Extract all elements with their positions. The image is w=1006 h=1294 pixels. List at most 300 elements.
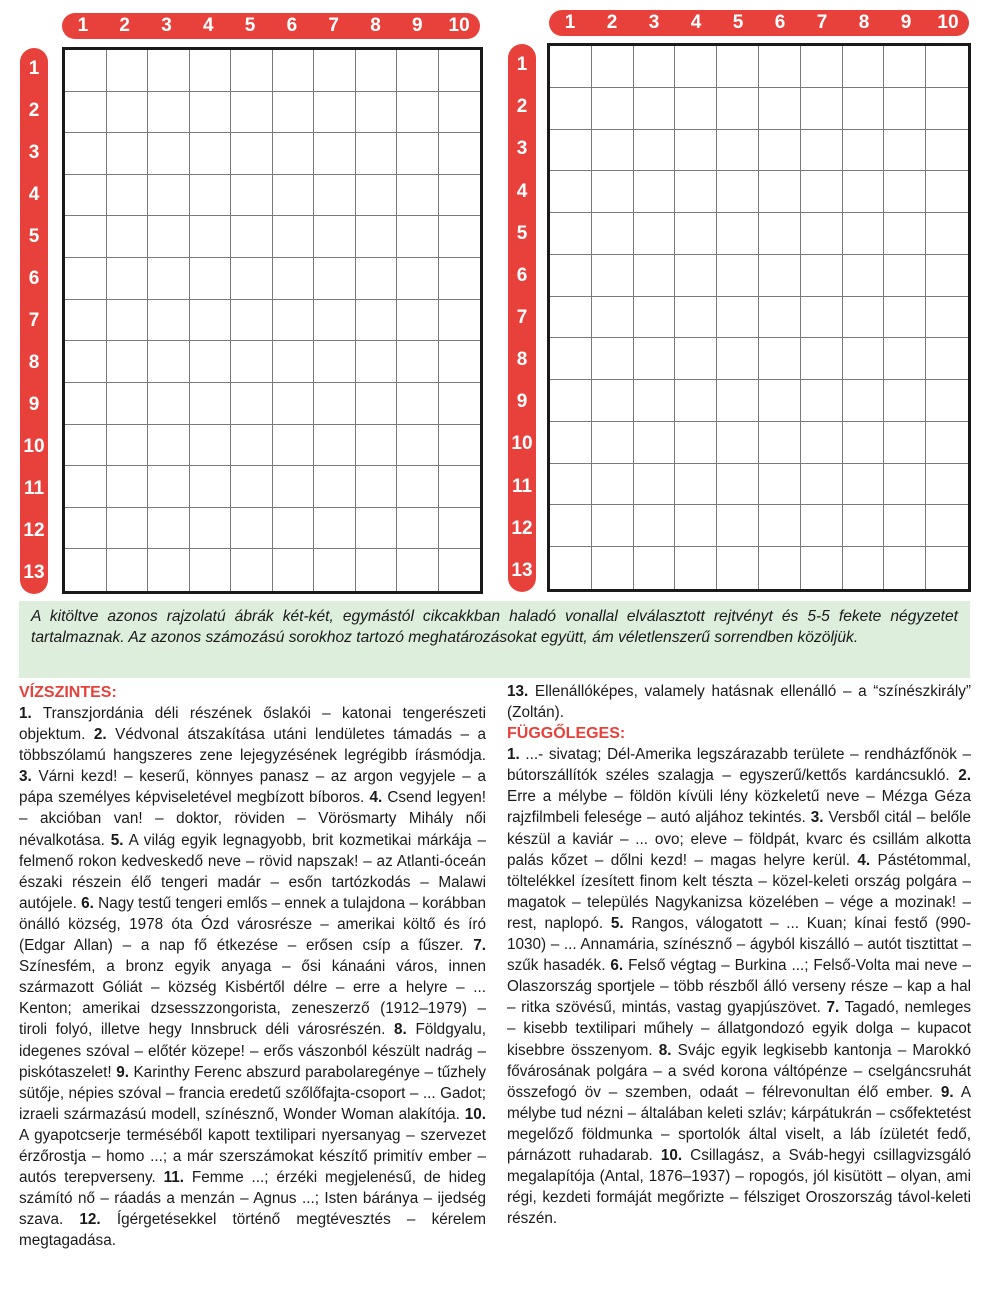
clue-text: Színesfém, a bronz egyik anyaga – ősi kánaáni város, innen származott Góliát – község Kisbértől délre – erre a helyre – ... Kenton; amerikai dzsesszzongorista, zeneszerző (1912–1979) – tiroli folyó, illetve hegy Innsbruck déli városrészén. xyxy=(19,958,486,1039)
grid-cell[interactable] xyxy=(843,88,885,130)
across-clues xyxy=(19,703,486,1251)
grid-cell[interactable] xyxy=(759,505,801,547)
grid-cell[interactable] xyxy=(675,338,717,380)
grid-cell[interactable] xyxy=(634,255,676,297)
grid-cell[interactable] xyxy=(843,213,885,255)
grid-cell[interactable] xyxy=(675,380,717,422)
grid-cell[interactable] xyxy=(675,255,717,297)
grid-cell[interactable] xyxy=(884,88,926,130)
grid-cell[interactable] xyxy=(190,133,232,175)
grid-cell[interactable] xyxy=(439,425,481,467)
grid-cell[interactable] xyxy=(314,508,356,550)
column-number: 7 xyxy=(816,12,828,33)
grid-cell[interactable] xyxy=(843,171,885,213)
grid-cell[interactable] xyxy=(592,171,634,213)
grid-cell[interactable] xyxy=(190,258,232,300)
grid-cell[interactable] xyxy=(801,380,843,422)
grid-cell[interactable] xyxy=(397,300,439,342)
grid-cell[interactable] xyxy=(356,341,398,383)
clue-number: 8. xyxy=(394,1021,407,1039)
clue-text: Transzjordánia déli részének őslakói – katonai tengerészeti objektum. xyxy=(19,705,486,744)
grid-cell[interactable] xyxy=(231,216,273,258)
grid-cell[interactable] xyxy=(759,255,801,297)
grid-cell[interactable] xyxy=(148,549,190,591)
grid-cell[interactable] xyxy=(231,383,273,425)
grid-cell[interactable] xyxy=(801,255,843,297)
grid-cell[interactable] xyxy=(801,171,843,213)
grid-cell[interactable] xyxy=(550,46,592,88)
grid-cell[interactable] xyxy=(843,547,885,589)
grid-cell[interactable] xyxy=(148,216,190,258)
column-number: 5 xyxy=(732,12,744,33)
grid-cell[interactable] xyxy=(314,425,356,467)
row-number: 7 xyxy=(28,310,40,331)
grid-cell[interactable] xyxy=(65,216,107,258)
grid-cell[interactable] xyxy=(884,171,926,213)
grid-cell[interactable] xyxy=(231,508,273,550)
grid-cell[interactable] xyxy=(550,171,592,213)
grid-cell[interactable] xyxy=(190,50,232,92)
grid-cell[interactable] xyxy=(926,297,968,339)
grid-cell[interactable] xyxy=(926,422,968,464)
grid-cell[interactable] xyxy=(759,46,801,88)
grid-cell[interactable] xyxy=(107,216,149,258)
right-puzzle-grid[interactable] xyxy=(547,43,971,592)
grid-cell[interactable] xyxy=(273,258,315,300)
grid-cell[interactable] xyxy=(592,464,634,506)
grid-cell[interactable] xyxy=(926,46,968,88)
grid-cell[interactable] xyxy=(190,175,232,217)
grid-cell[interactable] xyxy=(314,341,356,383)
clue-text: ...- sivatag; Dél-Amerika legszárazabb területe – rendházfőnök – bútorszállítók széles szalagja – egyszerű/kettős kardáncsukló. xyxy=(507,746,972,785)
grid-cell[interactable] xyxy=(801,46,843,88)
grid-cell[interactable] xyxy=(801,88,843,130)
grid-cell[interactable] xyxy=(634,464,676,506)
grid-cell[interactable] xyxy=(356,175,398,217)
grid-cell[interactable] xyxy=(439,341,481,383)
grid-cell[interactable] xyxy=(926,505,968,547)
grid-cell[interactable] xyxy=(801,130,843,172)
grid-cell[interactable] xyxy=(65,341,107,383)
grid-cell[interactable] xyxy=(759,464,801,506)
grid-cell[interactable] xyxy=(273,466,315,508)
grid-cell[interactable] xyxy=(592,255,634,297)
grid-cell[interactable] xyxy=(439,300,481,342)
grid-cell[interactable] xyxy=(397,549,439,591)
grid-cell[interactable] xyxy=(65,175,107,217)
grid-cell[interactable] xyxy=(592,297,634,339)
grid-cell[interactable] xyxy=(592,422,634,464)
grid-cell[interactable] xyxy=(634,297,676,339)
grid-cell[interactable] xyxy=(439,50,481,92)
grid-cell[interactable] xyxy=(675,422,717,464)
grid-cell[interactable] xyxy=(759,130,801,172)
grid-cell[interactable] xyxy=(675,171,717,213)
grid-cell[interactable] xyxy=(926,130,968,172)
grid-cell[interactable] xyxy=(273,50,315,92)
grid-cell[interactable] xyxy=(148,508,190,550)
grid-cell[interactable] xyxy=(148,466,190,508)
grid-cell[interactable] xyxy=(675,46,717,88)
grid-cell[interactable] xyxy=(190,425,232,467)
grid-cell[interactable] xyxy=(314,383,356,425)
grid-cell[interactable] xyxy=(439,175,481,217)
grid-cell[interactable] xyxy=(273,133,315,175)
grid-cell[interactable] xyxy=(231,175,273,217)
clue-number: 1. xyxy=(19,705,32,722)
clue-text: Svájc egyik legkisebb kantonja – Marokkó fővárosának polgára – a svéd korona váltópénze – cselgáncsruhát összefogó öv – szemben, odaát – félrevonultan élő ember. xyxy=(507,1041,972,1101)
grid-cell[interactable] xyxy=(759,171,801,213)
grid-cell[interactable] xyxy=(592,46,634,88)
grid-cell[interactable] xyxy=(65,425,107,467)
grid-cell[interactable] xyxy=(439,92,481,134)
grid-cell[interactable] xyxy=(190,300,232,342)
row-number: 9 xyxy=(516,391,528,413)
grid-cell[interactable] xyxy=(107,341,149,383)
grid-cell[interactable] xyxy=(550,88,592,130)
grid-cell[interactable] xyxy=(273,383,315,425)
grid-cell[interactable] xyxy=(439,216,481,258)
grid-cell[interactable] xyxy=(926,464,968,506)
grid-cell[interactable] xyxy=(148,175,190,217)
grid-cell[interactable] xyxy=(148,341,190,383)
grid-cell[interactable] xyxy=(926,255,968,297)
grid-cell[interactable] xyxy=(634,130,676,172)
row-number: 12 xyxy=(511,517,533,539)
grid-cell[interactable] xyxy=(717,297,759,339)
grid-cell[interactable] xyxy=(356,50,398,92)
grid-cell[interactable] xyxy=(717,171,759,213)
grid-cell[interactable] xyxy=(843,130,885,172)
grid-cell[interactable] xyxy=(717,547,759,589)
grid-cell[interactable] xyxy=(550,297,592,339)
grid-cell[interactable] xyxy=(190,508,232,550)
grid-cell[interactable] xyxy=(314,175,356,217)
grid-cell[interactable] xyxy=(843,505,885,547)
grid-cell[interactable] xyxy=(148,383,190,425)
clue-text: Védvonal átszakítása utáni lendületes támadás – a többszólamú hangszeres zene lejegyzésének legrégibb írásmódja. xyxy=(19,726,487,765)
grid-cell[interactable] xyxy=(439,133,481,175)
grid-cell[interactable] xyxy=(273,425,315,467)
grid-cell[interactable] xyxy=(843,380,885,422)
grid-cell[interactable] xyxy=(884,213,926,255)
grid-cell[interactable] xyxy=(550,505,592,547)
grid-cell[interactable] xyxy=(801,464,843,506)
grid-cell[interactable] xyxy=(439,466,481,508)
grid-cell[interactable] xyxy=(397,50,439,92)
grid-cell[interactable] xyxy=(148,300,190,342)
grid-cell[interactable] xyxy=(675,297,717,339)
grid-cell[interactable] xyxy=(65,508,107,550)
grid-cell[interactable] xyxy=(397,383,439,425)
grid-cell[interactable] xyxy=(550,464,592,506)
grid-cell[interactable] xyxy=(634,88,676,130)
grid-cell[interactable] xyxy=(675,130,717,172)
grid-cell[interactable] xyxy=(717,464,759,506)
grid-cell[interactable] xyxy=(634,213,676,255)
grid-cell[interactable] xyxy=(314,50,356,92)
grid-cell[interactable] xyxy=(397,133,439,175)
grid-cell[interactable] xyxy=(273,549,315,591)
grid-cell[interactable] xyxy=(107,425,149,467)
grid-cell[interactable] xyxy=(356,133,398,175)
grid-cell[interactable] xyxy=(843,422,885,464)
grid-cell[interactable] xyxy=(273,175,315,217)
grid-cell[interactable] xyxy=(356,508,398,550)
grid-cell[interactable] xyxy=(717,380,759,422)
grid-cell[interactable] xyxy=(843,338,885,380)
grid-cell[interactable] xyxy=(550,130,592,172)
row-number: 12 xyxy=(23,520,45,541)
grid-cell[interactable] xyxy=(884,505,926,547)
grid-cell[interactable] xyxy=(592,505,634,547)
grid-cell[interactable] xyxy=(550,380,592,422)
grid-cell[interactable] xyxy=(675,505,717,547)
clue-number: 2. xyxy=(93,726,107,744)
grid-cell[interactable] xyxy=(717,255,759,297)
grid-cell[interactable] xyxy=(356,92,398,134)
grid-cell[interactable] xyxy=(759,547,801,589)
clue-text: Karinthy Ferenc abszurd parabolaregénye – tűzhely sütője, népies szóval – francia eredetű szőlőfajta-csoport – ... Gadot; izraeli származású modell, színésznő, Wonder Woman alakítója. xyxy=(19,1063,486,1123)
grid-cell[interactable] xyxy=(592,88,634,130)
down-heading: FÜGGŐLEGES: xyxy=(507,725,626,743)
grid-cell[interactable] xyxy=(634,505,676,547)
grid-cell[interactable] xyxy=(107,300,149,342)
grid-cell[interactable] xyxy=(356,466,398,508)
clue-number: 13. xyxy=(507,683,529,700)
grid-cell[interactable] xyxy=(65,549,107,591)
grid-cell[interactable] xyxy=(592,130,634,172)
grid-cell[interactable] xyxy=(884,46,926,88)
clue-number: 12. xyxy=(79,1211,101,1229)
grid-cell[interactable] xyxy=(231,425,273,467)
grid-cell[interactable] xyxy=(550,547,592,589)
grid-cell[interactable] xyxy=(439,508,481,550)
grid-cell[interactable] xyxy=(884,422,926,464)
row-number: 10 xyxy=(23,436,45,457)
grid-cell[interactable] xyxy=(717,88,759,130)
grid-cell[interactable] xyxy=(397,216,439,258)
grid-cell[interactable] xyxy=(314,549,356,591)
grid-cell[interactable] xyxy=(314,92,356,134)
grid-cell[interactable] xyxy=(65,258,107,300)
grid-cell[interactable] xyxy=(759,297,801,339)
grid-cell[interactable] xyxy=(107,508,149,550)
grid-cell[interactable] xyxy=(926,88,968,130)
grid-cell[interactable] xyxy=(926,213,968,255)
grid-cell[interactable] xyxy=(717,46,759,88)
grid-cell[interactable] xyxy=(190,549,232,591)
column-number: 9 xyxy=(900,12,912,33)
grid-cell[interactable] xyxy=(148,258,190,300)
row-number: 13 xyxy=(511,559,533,581)
grid-cell[interactable] xyxy=(397,175,439,217)
grid-cell[interactable] xyxy=(717,422,759,464)
clue-number: 11. xyxy=(163,1169,185,1187)
grid-cell[interactable] xyxy=(356,383,398,425)
grid-cell[interactable] xyxy=(634,338,676,380)
grid-cell[interactable] xyxy=(314,466,356,508)
grid-cell[interactable] xyxy=(65,50,107,92)
grid-cell[interactable] xyxy=(675,88,717,130)
grid-cell[interactable] xyxy=(356,549,398,591)
grid-cell[interactable] xyxy=(107,133,149,175)
grid-cell[interactable] xyxy=(884,338,926,380)
grid-cell[interactable] xyxy=(107,466,149,508)
clues-right-column xyxy=(507,681,971,1229)
grid-cell[interactable] xyxy=(397,258,439,300)
grid-cell[interactable] xyxy=(801,505,843,547)
grid-cell[interactable] xyxy=(592,213,634,255)
grid-cell[interactable] xyxy=(843,255,885,297)
grid-cell[interactable] xyxy=(65,133,107,175)
grid-cell[interactable] xyxy=(273,508,315,550)
grid-cell[interactable] xyxy=(926,380,968,422)
grid-cell[interactable] xyxy=(148,133,190,175)
down-clues xyxy=(507,744,971,1229)
grid-cell[interactable] xyxy=(231,341,273,383)
grid-cell[interactable] xyxy=(273,341,315,383)
grid-cell[interactable] xyxy=(190,466,232,508)
grid-cell[interactable] xyxy=(675,464,717,506)
grid-cell[interactable] xyxy=(801,338,843,380)
grid-cell[interactable] xyxy=(634,547,676,589)
grid-cell[interactable] xyxy=(148,425,190,467)
grid-cell[interactable] xyxy=(231,549,273,591)
grid-cell[interactable] xyxy=(314,300,356,342)
grid-cell[interactable] xyxy=(634,171,676,213)
grid-cell[interactable] xyxy=(190,92,232,134)
grid-cell[interactable] xyxy=(65,383,107,425)
grid-cell[interactable] xyxy=(759,422,801,464)
grid-cell[interactable] xyxy=(190,216,232,258)
grid-cell[interactable] xyxy=(190,383,232,425)
grid-cell[interactable] xyxy=(926,338,968,380)
grid-cell[interactable] xyxy=(314,258,356,300)
grid-cell[interactable] xyxy=(884,380,926,422)
grid-cell[interactable] xyxy=(231,50,273,92)
grid-cell[interactable] xyxy=(65,92,107,134)
grid-cell[interactable] xyxy=(439,549,481,591)
grid-cell[interactable] xyxy=(231,300,273,342)
grid-cell[interactable] xyxy=(592,338,634,380)
grid-cell[interactable] xyxy=(314,133,356,175)
grid-cell[interactable] xyxy=(107,92,149,134)
grid-cell[interactable] xyxy=(759,338,801,380)
grid-cell[interactable] xyxy=(273,216,315,258)
grid-cell[interactable] xyxy=(397,425,439,467)
grid-cell[interactable] xyxy=(356,216,398,258)
clue-text: Pástétommal, töltelékkel ízesített finom kelt tészta – közel-keleti ország polgára – magatok – település Nagykanizsa közelében – vége a mozinak! – rest, naplopó. xyxy=(507,851,972,932)
grid-cell[interactable] xyxy=(592,547,634,589)
grid-cell[interactable] xyxy=(926,171,968,213)
grid-cell[interactable] xyxy=(843,297,885,339)
grid-cell[interactable] xyxy=(107,258,149,300)
grid-cell[interactable] xyxy=(843,464,885,506)
grid-cell[interactable] xyxy=(884,547,926,589)
grid-cell[interactable] xyxy=(801,547,843,589)
grid-cell[interactable] xyxy=(634,422,676,464)
grid-cell[interactable] xyxy=(356,300,398,342)
grid-cell[interactable] xyxy=(926,547,968,589)
row-number: 9 xyxy=(28,394,40,415)
grid-cell[interactable] xyxy=(550,213,592,255)
clue-text: Femme ...; érzéki megjelenésű, de hideg számító nő – ráadás a menzán – Agnus ...; Isten báránya – ijedség szava. xyxy=(19,1169,487,1229)
grid-cell[interactable] xyxy=(397,341,439,383)
grid-cell[interactable] xyxy=(148,92,190,134)
grid-cell[interactable] xyxy=(550,338,592,380)
clue-text: Ellenállóképes, valamely hatásnak ellenálló – a “színészkirály” (Zoltán). xyxy=(507,683,972,722)
grid-cell[interactable] xyxy=(884,255,926,297)
grid-cell[interactable] xyxy=(759,380,801,422)
grid-cell[interactable] xyxy=(550,422,592,464)
grid-cell[interactable] xyxy=(273,92,315,134)
grid-cell[interactable] xyxy=(675,547,717,589)
grid-cell[interactable] xyxy=(884,130,926,172)
grid-cell[interactable] xyxy=(148,50,190,92)
left-puzzle-grid[interactable] xyxy=(62,47,483,594)
grid-cell[interactable] xyxy=(107,549,149,591)
grid-cell[interactable] xyxy=(843,46,885,88)
grid-cell[interactable] xyxy=(439,383,481,425)
column-number: 8 xyxy=(858,12,870,33)
grid-cell[interactable] xyxy=(717,130,759,172)
grid-cell[interactable] xyxy=(550,255,592,297)
grid-cell[interactable] xyxy=(801,422,843,464)
grid-cell[interactable] xyxy=(356,425,398,467)
grid-cell[interactable] xyxy=(107,383,149,425)
column-number: 2 xyxy=(119,15,130,36)
grid-cell[interactable] xyxy=(190,341,232,383)
row-number: 8 xyxy=(28,352,40,373)
grid-cell[interactable] xyxy=(801,297,843,339)
row-number: 6 xyxy=(516,264,528,286)
grid-cell[interactable] xyxy=(314,216,356,258)
clue-number: 3. xyxy=(19,768,32,786)
grid-cell[interactable] xyxy=(801,213,843,255)
grid-cell[interactable] xyxy=(759,213,801,255)
grid-cell[interactable] xyxy=(65,466,107,508)
clue-text: Felső végtag – Burkina ...; Felső-Volta mai neve – Olaszország sportjele – több részből álló verseny része – kap a hal – ritka szövésű, mintás, vastag gyapjúszövet. xyxy=(507,957,971,1017)
grid-cell[interactable] xyxy=(231,92,273,134)
grid-cell[interactable] xyxy=(397,508,439,550)
grid-cell[interactable] xyxy=(356,258,398,300)
grid-cell[interactable] xyxy=(592,380,634,422)
row-number: 5 xyxy=(516,222,528,244)
grid-cell[interactable] xyxy=(634,46,676,88)
grid-cell[interactable] xyxy=(273,300,315,342)
grid-cell[interactable] xyxy=(231,258,273,300)
grid-cell[interactable] xyxy=(884,297,926,339)
grid-cell[interactable] xyxy=(231,466,273,508)
grid-cell[interactable] xyxy=(107,50,149,92)
grid-cell[interactable] xyxy=(717,505,759,547)
grid-cell[interactable] xyxy=(717,213,759,255)
grid-cell[interactable] xyxy=(397,466,439,508)
row-number: 11 xyxy=(23,478,45,499)
grid-cell[interactable] xyxy=(65,300,107,342)
clue-number: 1. xyxy=(507,746,520,764)
grid-cell[interactable] xyxy=(397,92,439,134)
grid-cell[interactable] xyxy=(634,380,676,422)
grid-cell[interactable] xyxy=(759,88,801,130)
grid-cell[interactable] xyxy=(439,258,481,300)
grid-cell[interactable] xyxy=(884,464,926,506)
grid-cell[interactable] xyxy=(231,133,273,175)
grid-cell[interactable] xyxy=(107,175,149,217)
grid-cell[interactable] xyxy=(717,338,759,380)
grid-cell[interactable] xyxy=(675,213,717,255)
